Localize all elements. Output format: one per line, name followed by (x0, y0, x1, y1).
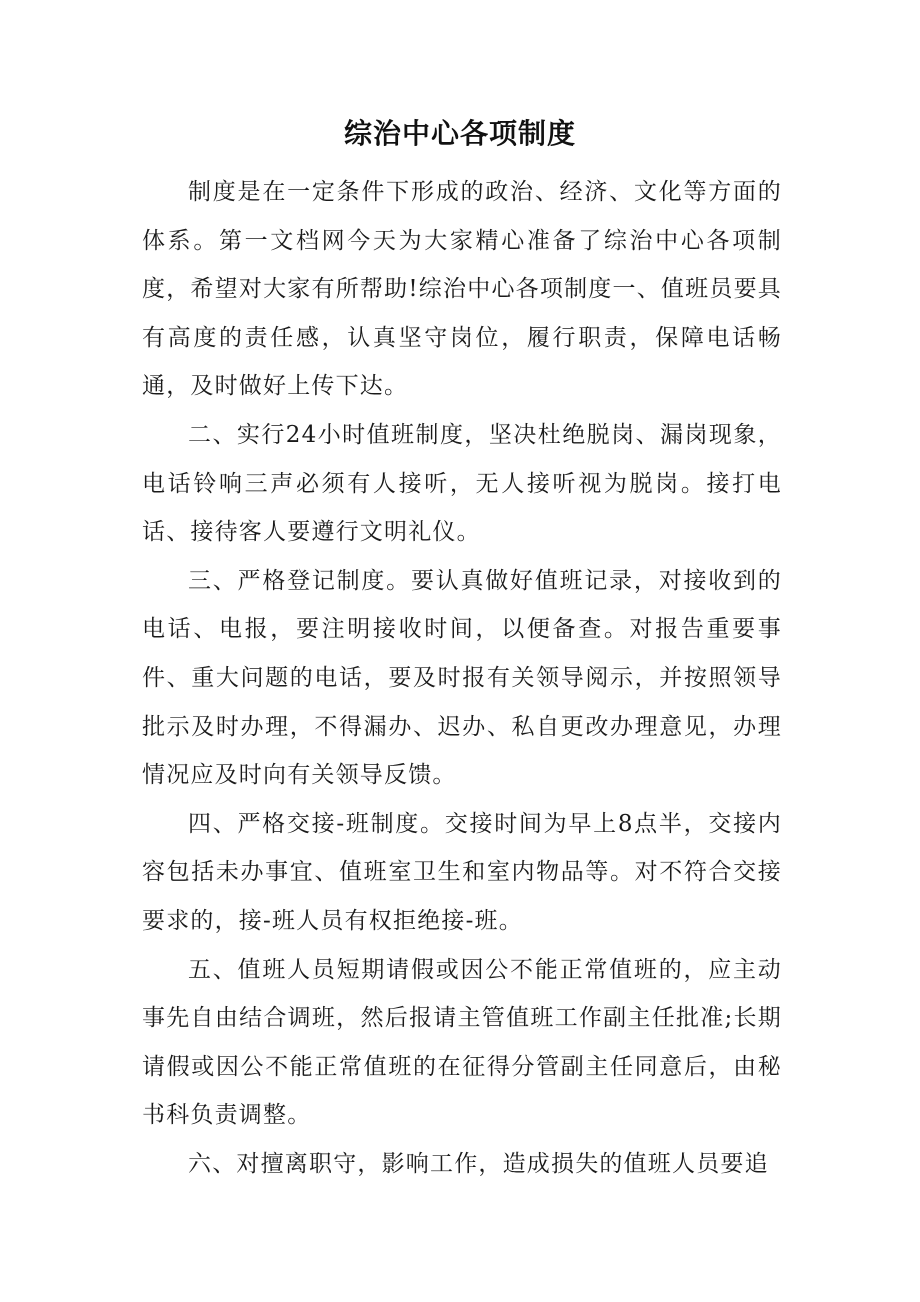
paragraph: 六、对擅离职守，影响工作，造成损失的值班人员要追 (188, 1150, 769, 1177)
paragraph: 三、严格登记制度。要认真做好值班记录，对接收到的电话、电报，要注明接收时间，以便备查。对报告重要事件、重大问题的电话，要及时报有关领导阅示，并按照领导批示及时办理，不得漏办、迟办、私自更改办理意见，办理情况应及时向有关领导反馈。 (142, 567, 782, 789)
paragraph: 二、实行24小时值班制度，坚决杜绝脱岗、漏岗现象，电话铃响三声必须有人接听，无人接听视为脱岗。接打电话、接待客人要遵行文明礼仪。 (142, 421, 782, 546)
paragraph: 四、严格交接-班制度。交接时间为早上8点半，交接内容包括未办事宜、值班室卫生和室内物品等。对不符合交接要求的，接-班人员有权拒绝接-班。 (142, 810, 782, 934)
paragraph: 五、值班人员短期请假或因公不能正常值班的，应主动事先自由结合调班，然后报请主管值班工作副主任批准;长期请假或因公不能正常值班的在征得分管副主任同意后，由秘书科负责调整。 (142, 956, 782, 1129)
document-body (142, 168, 782, 1188)
paragraph: 制度是在一定条件下形成的政治、经济、文化等方面的体系。第一文档网今天为大家精心准备了综治中心各项制度，希望对大家有所帮助!综治中心各项制度一、值班员要具有高度的责任感，认真坚守岗位，履行职责，保障电话畅通，及时做好上传下达。 (142, 179, 782, 400)
document-title: 综治中心各项制度 (343, 117, 576, 150)
